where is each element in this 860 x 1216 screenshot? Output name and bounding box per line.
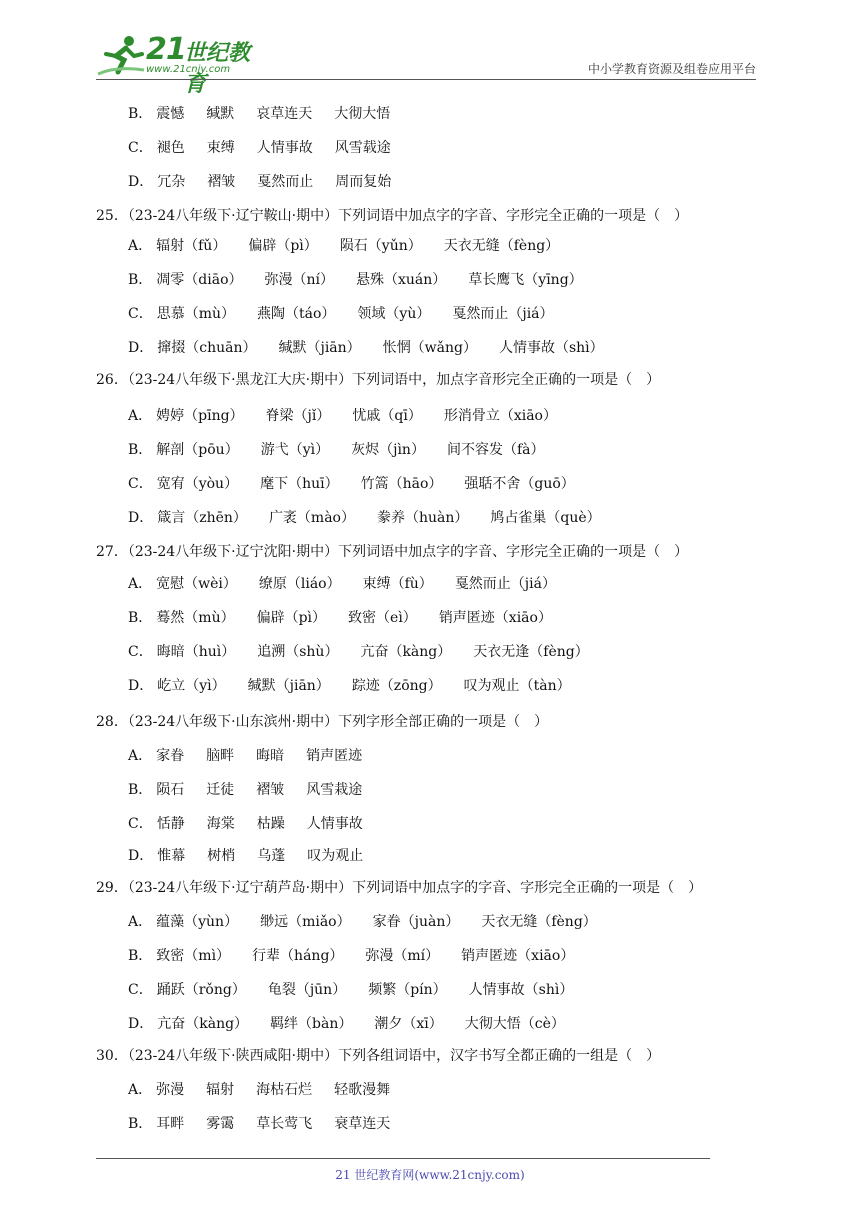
option-word: 风雪载途 xyxy=(334,140,391,156)
option-word: 海棠 xyxy=(206,816,235,832)
option-letter: B． xyxy=(128,782,153,798)
option-word: 弥漫（mí） xyxy=(365,948,440,964)
option-word: 叹为观止 xyxy=(307,848,364,864)
option-word: 凋零（diāo） xyxy=(156,272,243,288)
answer-option xyxy=(128,846,385,866)
option-word: 辐射（fǔ） xyxy=(156,238,227,254)
answer-option xyxy=(128,104,412,124)
option-letter: D． xyxy=(128,340,154,356)
answer-option xyxy=(128,138,413,158)
option-word: 偏辟（pì） xyxy=(248,238,318,254)
option-word: 枯躁 xyxy=(256,816,285,832)
option-word: 踪迹（zōng） xyxy=(351,678,442,694)
question-stem xyxy=(96,878,702,898)
option-letter: A． xyxy=(128,576,153,592)
answer-option xyxy=(128,474,597,494)
option-word: 大彻大悟（cè） xyxy=(464,1016,565,1032)
answer-option xyxy=(128,440,566,460)
option-letter: D． xyxy=(128,1016,154,1032)
option-word: 陨石 xyxy=(156,782,185,798)
option-word: 宽宥（yòu） xyxy=(156,476,239,492)
header-divider xyxy=(96,79,756,80)
answer-option xyxy=(128,406,579,426)
option-word: 销声匿迹 xyxy=(306,748,363,764)
option-letter: C． xyxy=(128,816,153,832)
option-letter: D． xyxy=(128,678,154,694)
option-letter: C． xyxy=(128,140,153,156)
question-number: 26． xyxy=(96,372,128,388)
option-word: 龟裂（jūn） xyxy=(267,982,347,998)
header-slogan: 中小学教育资源及组卷应用平台 xyxy=(587,62,756,76)
option-word: 致密（eì） xyxy=(348,610,417,626)
option-word: 大彻大悟 xyxy=(334,106,391,122)
option-word: 间不容发（fà） xyxy=(446,442,545,458)
question-number: 30． xyxy=(96,1048,128,1064)
option-word: 蓦然（mù） xyxy=(156,610,235,626)
answer-option xyxy=(128,676,593,696)
option-word: 屹立（yì） xyxy=(157,678,226,694)
footer-text: 21 世纪教育网(www.21cnjy.com) xyxy=(335,1168,525,1182)
option-word: 踊跃（rǒng） xyxy=(156,982,246,998)
option-word: 缈远（miǎo） xyxy=(260,914,351,930)
logo-number: 21 xyxy=(146,32,186,67)
option-word: 领域（yù） xyxy=(357,306,431,322)
option-word: 思慕（mù） xyxy=(156,306,236,322)
option-letter: C． xyxy=(128,644,153,660)
page-header xyxy=(0,0,860,97)
option-word: 追溯（shù） xyxy=(257,644,339,660)
option-word: 缄默 xyxy=(206,106,235,122)
option-word: 销声匿迹（xiāo） xyxy=(461,948,575,964)
option-word: 天衣无缝（fèng） xyxy=(443,238,560,254)
option-letter: A． xyxy=(128,238,153,254)
answer-option xyxy=(128,780,384,800)
option-word: 致密（mì） xyxy=(156,948,231,964)
answer-option xyxy=(128,236,581,256)
option-word: 人情事故 xyxy=(306,816,363,832)
option-word: 束缚（fù） xyxy=(362,576,433,592)
option-word: 恬静 xyxy=(156,816,185,832)
option-letter: C． xyxy=(128,476,153,492)
option-word: 缄默（jiān） xyxy=(247,678,330,694)
option-word: 晦暗 xyxy=(256,748,285,764)
option-word: 人情事故（shì） xyxy=(468,982,574,998)
option-word: 迁徒 xyxy=(206,782,235,798)
option-word: 人情事故 xyxy=(256,140,313,156)
logo-text: 世纪教育 xyxy=(184,41,251,97)
option-word: 戛然而止（jiá） xyxy=(454,576,556,592)
question-stem xyxy=(96,206,688,226)
option-word: 燕陶（táo） xyxy=(257,306,336,322)
option-word: 戛然而止 xyxy=(257,174,314,190)
option-word: 娉婷（pīng） xyxy=(156,408,244,424)
question-stem xyxy=(96,542,688,562)
option-letter: C． xyxy=(128,306,153,322)
option-word: 雾霭 xyxy=(206,1116,235,1132)
option-word: 天衣无逢（fèng） xyxy=(473,644,589,660)
option-letter: C． xyxy=(128,982,153,998)
answer-option xyxy=(128,1014,587,1034)
question-text: （23-24八年级下·辽宁鞍山·期中）下列词语中加点字的字音、字形完全正确的一项是（ ） xyxy=(127,208,689,224)
answer-option xyxy=(128,946,596,966)
answer-option xyxy=(128,508,623,528)
option-word: 海枯石烂 xyxy=(256,1082,313,1098)
option-word: 陨石（yǔn） xyxy=(339,238,422,254)
answer-option xyxy=(128,270,605,290)
option-word: 鸠占雀巢（què） xyxy=(490,510,601,526)
option-word: 解剖（pōu） xyxy=(156,442,239,458)
option-word: 树梢 xyxy=(207,848,236,864)
option-word: 草长莺飞 xyxy=(256,1116,313,1132)
option-word: 偏辟（pì） xyxy=(256,610,327,626)
question-stem xyxy=(96,1046,660,1066)
option-word: 褶皱 xyxy=(207,174,236,190)
question-text: （23-24八年级下·山东滨州·期中）下列字形全部正确的一项是（ ） xyxy=(127,714,549,730)
question-number: 28． xyxy=(96,714,128,730)
option-word: 周而复始 xyxy=(335,174,392,190)
option-word: 戛然而止（jiá） xyxy=(452,306,554,322)
answer-option xyxy=(128,746,384,766)
option-letter: A． xyxy=(128,748,153,764)
logo-url: www.21cnjy.com xyxy=(146,64,231,75)
option-word: 风雪栽途 xyxy=(306,782,363,798)
footer-divider xyxy=(96,1158,710,1159)
question-stem xyxy=(96,712,548,732)
option-letter: B． xyxy=(128,1116,153,1132)
option-letter: D． xyxy=(128,510,154,526)
option-word: 叹为观止（tàn） xyxy=(463,678,571,694)
option-word: 羁绊（bàn） xyxy=(270,1016,353,1032)
option-word: 灰烬（jìn） xyxy=(351,442,425,458)
answer-option xyxy=(128,574,578,594)
option-letter: A． xyxy=(128,914,153,930)
option-letter: B． xyxy=(128,442,153,458)
option-word: 乌蓬 xyxy=(257,848,286,864)
option-word: 怅惘（wǎng） xyxy=(382,340,477,356)
option-word: 蕴藻（yùn） xyxy=(156,914,239,930)
option-word: 褶皱 xyxy=(256,782,285,798)
question-stem xyxy=(96,370,660,390)
question-number: 25． xyxy=(96,208,128,224)
answer-option xyxy=(128,642,611,662)
runner-icon xyxy=(96,34,146,78)
option-word: 辐射 xyxy=(206,1082,235,1098)
answer-option xyxy=(128,304,576,324)
option-word: 轻歌漫舞 xyxy=(334,1082,391,1098)
option-word: 惟幕 xyxy=(157,848,186,864)
option-word: 人情事故（shì） xyxy=(498,340,604,356)
option-word: 哀草连天 xyxy=(256,106,313,122)
option-word: 豢养（huàn） xyxy=(377,510,469,526)
question-text: （23-24八年级下·陕西咸阳·期中）下列各组词语中，汉字书写全都正确的一组是（ ） xyxy=(127,1048,661,1064)
option-word: 形消骨立（xiāo） xyxy=(443,408,557,424)
answer-option xyxy=(128,1080,412,1100)
option-word: 行辈（háng） xyxy=(252,948,344,964)
option-word: 销声匿迹（xiāo） xyxy=(438,610,552,626)
answer-option xyxy=(128,814,385,834)
option-letter: B． xyxy=(128,106,153,122)
answer-option xyxy=(128,980,595,1000)
option-letter: D． xyxy=(128,848,154,864)
option-letter: A． xyxy=(128,1082,153,1098)
option-word: 忧戚（qī） xyxy=(352,408,422,424)
option-word: 束缚 xyxy=(206,140,235,156)
option-word: 家眷 xyxy=(156,748,185,764)
option-word: 亢奋（kàng） xyxy=(157,1016,249,1032)
question-text: （23-24八年级下·辽宁葫芦岛·期中）下列词语中加点字的字音、字形完全正确的一项是（ ） xyxy=(127,880,703,896)
answer-option xyxy=(128,608,574,628)
answer-option xyxy=(128,338,626,358)
option-word: 麾下（huī） xyxy=(260,476,339,492)
option-word: 游弋（yì） xyxy=(260,442,330,458)
option-word: 耳畔 xyxy=(156,1116,185,1132)
option-letter: B． xyxy=(128,610,153,626)
option-letter: A． xyxy=(128,408,153,424)
question-number: 27． xyxy=(96,544,128,560)
option-letter: B． xyxy=(128,948,153,964)
option-word: 潮夕（xī） xyxy=(374,1016,443,1032)
option-word: 褪色 xyxy=(156,140,185,156)
option-word: 亢奋（kàng） xyxy=(360,644,452,660)
option-word: 广袤（mào） xyxy=(268,510,355,526)
option-word: 箴言（zhēn） xyxy=(157,510,247,526)
option-word: 弥漫（ní） xyxy=(264,272,335,288)
option-letter: B． xyxy=(128,272,153,288)
option-word: 竹篙（hāo） xyxy=(360,476,443,492)
option-word: 缭原（liáo） xyxy=(258,576,341,592)
option-word: 撺掇（chuān） xyxy=(157,340,257,356)
option-word: 强聒不舍（guō） xyxy=(464,476,575,492)
option-word: 脊梁（jǐ） xyxy=(265,408,331,424)
option-word: 缄默（jiān） xyxy=(278,340,361,356)
option-word: 脑畔 xyxy=(206,748,235,764)
option-word: 天衣无缝（fèng） xyxy=(481,914,597,930)
option-word: 冗杂 xyxy=(157,174,186,190)
option-word: 草长鹰飞（yīng） xyxy=(468,272,583,288)
option-word: 衰草连天 xyxy=(334,1116,391,1132)
option-word: 震憾 xyxy=(156,106,185,122)
option-word: 家眷（juàn） xyxy=(372,914,460,930)
answer-option xyxy=(128,1114,412,1134)
option-word: 弥漫 xyxy=(156,1082,185,1098)
question-text: （23-24八年级下·辽宁沈阳·期中）下列词语中加点字的字音、字形完全正确的一项是（ ） xyxy=(127,544,689,560)
option-word: 宽慰（wèi） xyxy=(156,576,237,592)
question-number: 29． xyxy=(96,880,128,896)
site-logo xyxy=(96,32,266,97)
option-word: 悬殊（xuán） xyxy=(356,272,447,288)
answer-option xyxy=(128,172,413,192)
option-word: 频繁（pín） xyxy=(368,982,447,998)
answer-option xyxy=(128,912,619,932)
option-letter: D． xyxy=(128,174,154,190)
question-text: （23-24八年级下·黑龙江大庆·期中）下列词语中，加点字音形完全正确的一项是（ ） xyxy=(127,372,661,388)
option-word: 晦暗（huì） xyxy=(156,644,236,660)
